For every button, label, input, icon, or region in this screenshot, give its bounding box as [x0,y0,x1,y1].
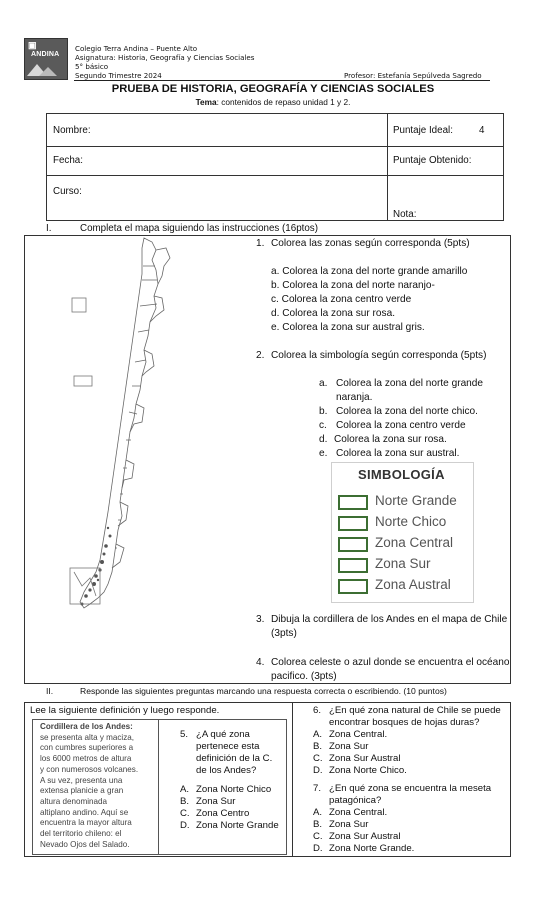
question-5-text: de los Andes? [196,765,257,776]
question-7-number: 7. [313,783,322,794]
section1-heading: Completa el mapa siguiendo las instrucciones (16ptos) [80,223,318,234]
option-marker[interactable]: A. [313,807,323,818]
school-name: Colegio Terra Andina – Puente Alto [75,44,198,53]
option-text[interactable]: Zona Sur [329,741,369,752]
legend-color-box-norte-chico[interactable] [338,516,368,531]
table-divider [47,146,503,147]
obtained-score-label: Puntaje Obtenido: [393,155,472,166]
instruction-2-number: 2. [256,350,265,361]
legend-label: Zona Central [375,535,454,550]
legend-color-box-zona-central[interactable] [338,537,368,552]
list-item-marker: b. [319,406,328,417]
option-marker[interactable]: A. [313,729,323,740]
option-text[interactable]: Zona Centro [196,808,250,819]
legend-color-box-zona-austral[interactable] [338,579,368,594]
definition-line: se presenta alta y maciza, [40,732,135,742]
legend-simbologia [331,462,474,603]
grade-label: Nota: [393,209,417,220]
question-5-text: ¿A qué zona [196,729,250,740]
option-marker[interactable]: B. [180,796,190,807]
list-item: a. Colorea la zona del norte grande amarillo [271,266,468,277]
definition-line: con cumbres superiores a [40,743,134,753]
list-item: Colorea la zona sur austral. [336,448,460,459]
list-item-marker: d. [319,434,328,445]
legend-title: SIMBOLOGÍA [358,467,445,482]
list-item: Colorea la zona sur rosa. [334,434,447,445]
option-marker[interactable]: B. [313,819,323,830]
date-label: Fecha: [53,155,83,166]
question-7-text: patagónica? [329,795,382,806]
question-7-text: ¿En qué zona se encuentra la meseta [329,783,492,794]
definition-text [40,722,160,850]
list-item: naranja. [336,392,373,403]
header-rule [74,80,490,81]
option-text[interactable]: Zona Sur Austral [329,753,401,764]
subtitle-text: : contenidos de repaso unidad 1 y 2. [216,97,351,107]
legend-label: Norte Grande [375,493,457,508]
section1-numeral: I. [46,223,52,234]
definition-line: extensa planicie a gran [40,786,124,796]
option-text[interactable]: Zona Central. [329,807,388,818]
list-item-marker: c. [319,420,327,431]
option-text[interactable]: Zona Norte Grande [196,820,279,831]
table-divider [47,175,503,176]
definition-title: Cordillera de los Andes: [40,722,133,731]
instruction-3-text: (3pts) [271,628,297,639]
option-marker[interactable]: C. [313,831,323,842]
legend-color-box-zona-sur[interactable] [338,558,368,573]
instruction-1-number: 1. [256,238,265,249]
name-label: Nombre: [53,125,91,136]
logo-mark-icon: ▣ [28,40,37,50]
definition-line: y con numerosos volcanes. [40,764,139,774]
list-item-marker: e. [319,448,328,459]
instruction-3-text: Dibuja la cordillera de los Andes en el mapa de Chile [271,614,508,625]
question-6-number: 6. [313,705,322,716]
instruction-1-text: Colorea las zonas según corresponda (5pts) [271,238,470,249]
option-text[interactable]: Zona Sur Austral [329,831,401,842]
question-5-number: 5. [180,729,189,740]
option-marker[interactable]: D. [313,843,323,854]
definition-line: altiplano andino. Aquí se [40,807,129,817]
ideal-score-label: Puntaje Ideal: [393,125,453,136]
list-item: b. Colorea la zona del norte naranjo- [271,280,435,291]
column-divider [292,702,293,857]
option-marker[interactable]: D. [180,820,190,831]
page-subtitle [0,97,546,107]
definition-line: altura denominada [40,796,108,806]
option-marker[interactable]: C. [180,808,190,819]
subject: Asignatura: Historia, Geografía y Ciencias Sociales [75,53,255,62]
option-text[interactable]: Zona Sur [329,819,369,830]
legend-label: Norte Chico [375,514,447,529]
option-text[interactable]: Zona Central. [329,729,388,740]
list-item: Colorea la zona del norte grande [336,378,484,389]
reading-instruction: Lee la siguiente definición y luego responde. [30,705,220,716]
subtitle-label: Tema [195,97,217,107]
table-divider [387,114,388,220]
question-6-text: encontrar bosques de hojas duras? [329,717,480,728]
section2-heading: Responde las siguientes preguntas marcando una respuesta correcta o escribiendo. (10 puntos) [80,686,447,696]
definition-line: del territorio chileno: el [40,829,122,839]
option-text[interactable]: Zona Sur [196,796,236,807]
mountain-icon [39,67,57,76]
option-text[interactable]: Zona Norte Grande. [329,843,415,854]
chile-map[interactable] [60,236,240,616]
instruction-4-number: 4. [256,657,265,668]
list-item-marker: a. [319,378,328,389]
school-logo [24,38,68,80]
option-marker[interactable]: C. [313,753,323,764]
teacher: Profesor: Estefanía Sepúlveda Sagredo [344,71,482,80]
legend-label: Zona Austral [375,577,451,592]
list-item: c. Colorea la zona centro verde [271,294,412,305]
definition-line: Nevado Ojos del Salado. [40,839,130,849]
list-item: d. Colorea la zona sur rosa. [271,308,395,319]
page-title: PRUEBA DE HISTORIA, GEOGRAFÍA Y CIENCIAS SOCIALES [111,83,435,95]
instruction-3-number: 3. [256,614,265,625]
student-info-table [46,113,504,221]
section2-numeral: II. [46,686,54,696]
option-text[interactable]: Zona Norte Chico [196,784,272,795]
question-5-text: pertenece esta [196,741,260,752]
definition-line: encuentra la mayor altura [40,818,132,828]
instruction-4-text: pacifico. (3pts) [271,671,337,682]
course-label: Curso: [53,186,82,197]
definition-line: A su vez, presenta una [40,775,123,785]
list-item: e. Colorea la zona sur austral gris. [271,322,425,333]
logo-text: ANDINA [31,51,60,58]
list-item: Colorea la zona del norte chico. [336,406,478,417]
question-5-text: definición de la C. [196,753,273,764]
grade: 5° básico [75,62,109,71]
option-marker[interactable]: A. [180,784,190,795]
option-marker[interactable]: D. [313,765,323,776]
option-text[interactable]: Zona Norte Chico. [329,765,407,776]
legend-color-box-norte-grande[interactable] [338,495,368,510]
instruction-4-text: Colorea celeste o azul donde se encuentra el océano [271,657,510,668]
term: Segundo Trimestre 2024 [75,71,162,80]
ideal-score-value: 4 [479,125,485,136]
list-item: Colorea la zona centro verde [336,420,466,431]
legend-label: Zona Sur [375,556,431,571]
question-6-text: ¿En qué zona natural de Chile se puede [329,705,501,716]
option-marker[interactable]: B. [313,741,323,752]
definition-line: los 6000 metros de altura [40,754,132,764]
instruction-2-text: Colorea la simbología según corresponda (5pts) [271,350,487,361]
